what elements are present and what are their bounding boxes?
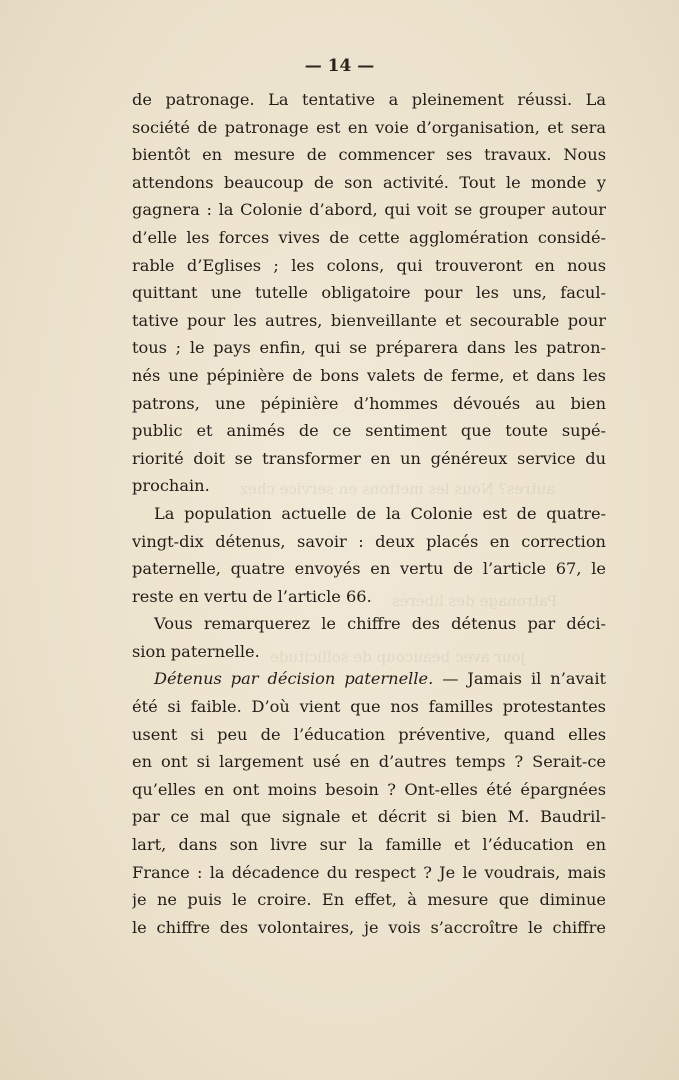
text-line: bientôt en mesure de commencer ses travaux. Nous [132,145,606,165]
text-line: Vous remarquerez le chiffre des détenus par déci- [154,614,606,634]
text-line: sion paternelle. [132,641,260,661]
text-line: qu’elles en ont moins besoin ? Ont-elles été épargnées [132,779,606,799]
paragraph [132,86,606,500]
text-line: tative pour les autres, bienveillante et secourable pour [132,310,606,330]
show-through-text: autres? Nous les mettons en service chez [240,480,556,498]
text-line-with-heading [132,665,606,693]
paragraph [132,665,606,941]
text-line: de patronage. La tentative a pleinement réussi. La [132,90,606,109]
text-line: prochain. [132,476,210,496]
text-line: France : la décadence du respect ? Je le voudrais, mais [132,862,606,882]
text-line: je ne puis le croire. En effet, à mesure que diminue [132,890,606,910]
text-line: attendons beaucoup de son activité. Tout le monde y [132,172,606,192]
text-line: paternelle, quatre envoyés en vertu de l’article 67, le [132,559,606,579]
text-line: vingt-dix détenus, savoir : deux placés en correction [132,531,606,551]
text-line: lart, dans son livre sur la famille et l’éducation en [132,835,606,855]
paragraph [132,610,606,665]
text-line: tous ; le pays enfin, qui se préparera dans les patron- [132,338,606,358]
text-line: le chiffre des volontaires, je vois s’accroître le chiffre [132,917,606,937]
text-line: usent si peu de l’éducation préventive, quand elles [132,724,606,744]
text-line: reste en vertu de l’article 66. [132,586,372,606]
text-line: quittant une tutelle obligatoire pour les uns, facul- [132,283,606,303]
text-line: nés une pépinière de bons valets de ferme, et dans les [132,365,606,385]
text-line: rable d’Eglises ; les colons, qui trouveront en nous [132,255,606,275]
text-line: d’elle les forces vives de cette agglomération considé- [132,227,606,247]
text-line: public et animés de ce sentiment que toute supé- [132,421,606,441]
text-line: patrons, une pépinière d’hommes dévoués au bien [132,393,606,413]
text-line: en ont si largement usé en d’autres temps ? Serait-ce [132,752,606,772]
show-through-text: jour avec beaucoup de sollicitude [270,648,526,666]
paragraph [132,500,606,610]
text-line: société de patronage est en voie d’organisation, et sera [132,117,606,137]
text-line: par ce mal que signale et décrit si bien M. Baudril- [132,807,606,827]
heading-continuation: — Jamais il n’avait [433,669,606,689]
show-through-text: Patronage des libérés [392,592,558,610]
text-line: gagnera : la Colonie d’abord, qui voit se grouper autour [132,200,606,220]
page-number: — 14 — [304,56,375,76]
text-line: La population actuelle de la Colonie est de quatre- [154,503,606,523]
section-heading: Détenus par décision paternelle. [154,669,434,689]
body-text [132,86,606,941]
text-line: été si faible. D’où vient que nos familles protestantes [132,697,606,717]
text-line: riorité doit se transformer en un généreux service du [132,448,606,468]
